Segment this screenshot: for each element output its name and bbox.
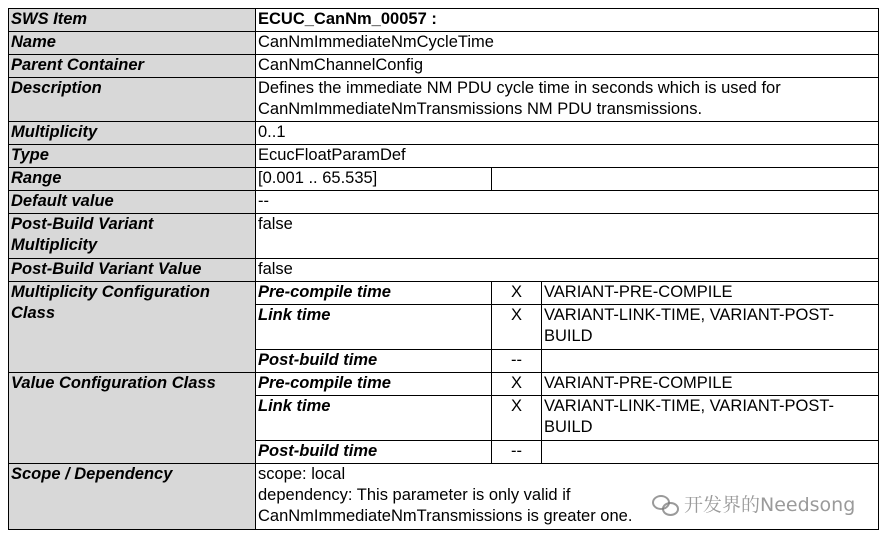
label-default-value: Default value [9,191,256,214]
value-sws-item: ECUC_CanNm_00057 : [256,9,879,32]
row-description [9,78,879,122]
vcc-variant [542,441,879,464]
row-sws-item [9,9,879,32]
scope-line: CanNmImmediateNmTransmissions is greater one. [258,507,633,525]
mcc-time-label: Link time [256,305,492,350]
value-multiplicity: 0..1 [256,122,879,145]
label-sws-item: SWS Item [9,9,256,32]
label-name: Name [9,32,256,55]
value-parent-container: CanNmChannelConfig [256,55,879,78]
label-multiplicity: Multiplicity [9,122,256,145]
scope-line: dependency: This parameter is only valid if [258,486,571,504]
variant-line: BUILD [544,327,593,345]
label-description: Description [9,78,256,122]
mcc-time-label: Pre-compile time [256,282,492,305]
label-post-build-variant-multiplicity [9,214,256,259]
scope-line: scope: local [258,465,346,483]
vcc-variant [542,396,879,441]
row-mcc-pre-compile [9,282,879,305]
variant-line: VARIANT-PRE-COMPILE [544,374,733,392]
variant-line: VARIANT-LINK-TIME, VARIANT-POST- [544,397,835,415]
variant-line: VARIANT-PRE-COMPILE [544,283,733,301]
row-post-build-variant-multiplicity [9,214,879,259]
vcc-mark: X [492,396,542,441]
row-post-build-variant-value [9,259,879,282]
description-line: CanNmImmediateNmTransmissions NM PDU transmissions. [258,100,703,118]
value-post-build-variant-multiplicity: false [256,214,879,259]
label-line: Post-Build Variant [11,215,154,233]
description-line: Defines the immediate NM PDU cycle time in seconds which is used for [258,79,781,97]
label-range: Range [9,168,256,191]
vcc-mark: X [492,373,542,396]
value-scope-dependency [256,464,879,530]
value-range-extra [492,168,879,191]
row-name [9,32,879,55]
label-multiplicity-configuration-class [9,282,256,373]
label-line: Multiplicity Configuration [11,283,210,301]
label-line: Class [11,304,56,322]
vcc-time-label: Pre-compile time [256,373,492,396]
value-default-value: -- [256,191,879,214]
sws-parameter-table [8,8,879,530]
vcc-variant [542,373,879,396]
vcc-time-label: Post-build time [256,441,492,464]
value-description [256,78,879,122]
row-vcc-pre-compile [9,373,879,396]
row-default-value [9,191,879,214]
row-type [9,145,879,168]
label-post-build-variant-value: Post-Build Variant Value [9,259,256,282]
label-scope-dependency: Scope / Dependency [9,464,256,530]
mcc-mark: X [492,305,542,350]
variant-line: VARIANT-LINK-TIME, VARIANT-POST- [544,306,835,324]
vcc-mark: -- [492,441,542,464]
label-parent-container: Parent Container [9,55,256,78]
mcc-variant [542,305,879,350]
value-name: CanNmImmediateNmCycleTime [256,32,879,55]
value-range: [0.001 .. 65.535] [256,168,492,191]
mcc-mark: -- [492,350,542,373]
label-type: Type [9,145,256,168]
mcc-time-label: Post-build time [256,350,492,373]
row-multiplicity [9,122,879,145]
vcc-time-label: Link time [256,396,492,441]
row-parent-container [9,55,879,78]
value-post-build-variant-value: false [256,259,879,282]
mcc-variant [542,350,879,373]
variant-line: BUILD [544,418,593,436]
watermark-text: 开发界的Needsong [684,494,856,516]
row-scope-dependency [9,464,879,530]
row-range [9,168,879,191]
label-line: Multiplicity [11,236,98,254]
label-value-configuration-class: Value Configuration Class [9,373,256,464]
mcc-variant [542,282,879,305]
mcc-mark: X [492,282,542,305]
value-type: EcucFloatParamDef [256,145,879,168]
